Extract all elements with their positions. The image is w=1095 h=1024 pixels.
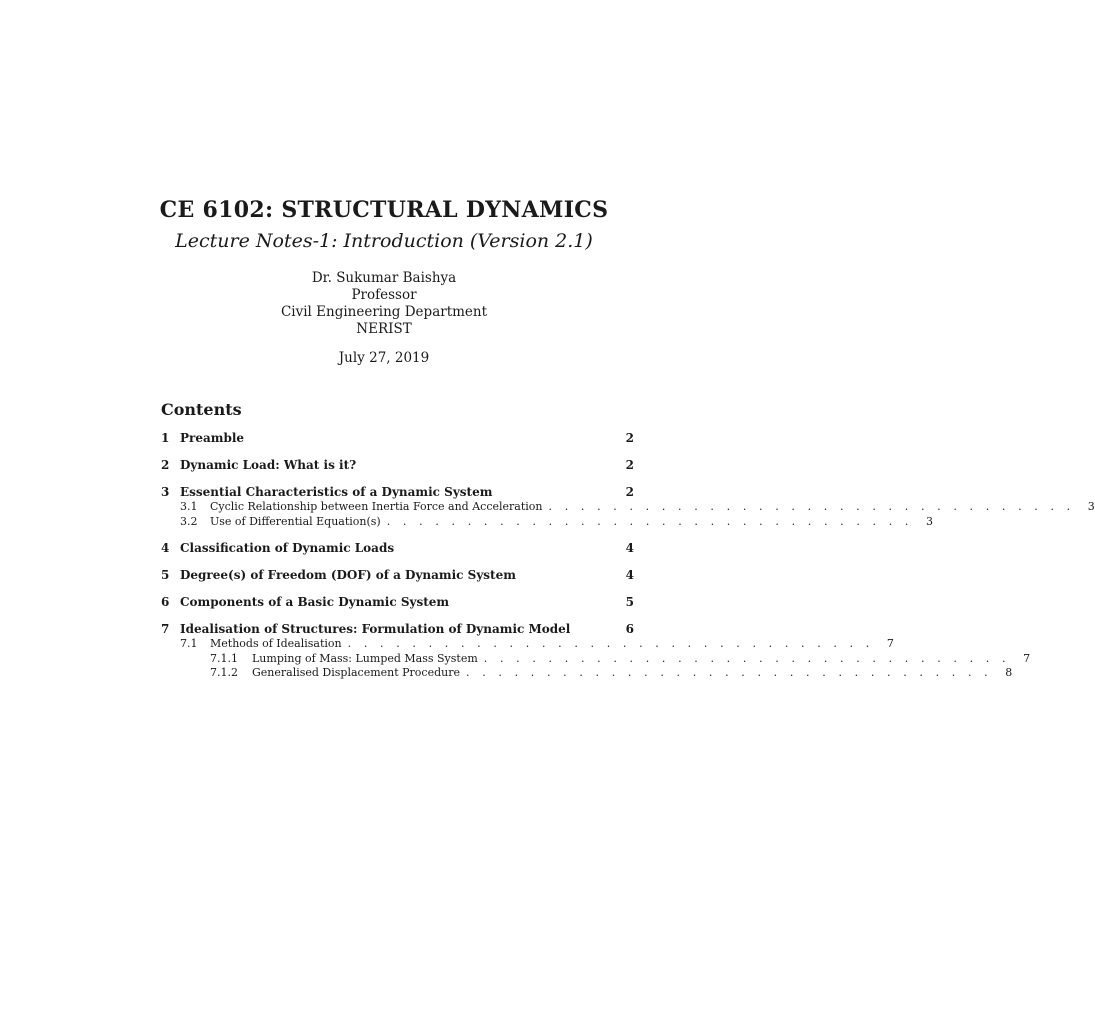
toc-subsection[interactable] <box>161 637 894 652</box>
document-subtitle: Lecture Notes-1: Introduction (Version 2.1) <box>175 230 593 252</box>
toc-section[interactable] <box>161 484 634 500</box>
document-title: CE 6102: STRUCTURAL DYNAMICS <box>159 197 609 223</box>
toc-section-number: 2 <box>161 458 170 472</box>
toc-subsection-title: Methods of Idealisation <box>210 637 342 650</box>
toc-leader-dots: . . . . . . . . . . . . . . . . . . . . . . . . . . . . . . . . . <box>466 666 993 679</box>
toc-leader-dots: . . . . . . . . . . . . . . . . . . . . . . . . . . . . . . . . . <box>483 651 1011 665</box>
toc-subsection-number: 7.1 <box>180 637 198 650</box>
toc-leader-dots: . . . . . . . . . . . . . . . . . . . . . . . . . . . . . . . . . <box>347 637 874 650</box>
toc-section-page: 2 <box>625 458 634 472</box>
toc-subsubsection-title: Generalised Displacement Procedure <box>252 666 460 679</box>
toc-section[interactable] <box>161 430 634 446</box>
toc-section-title: Idealisation of Structures: Formulation of Dynamic Model <box>180 622 571 636</box>
toc-section-page: 5 <box>625 595 634 609</box>
toc-section-title: Degree(s) of Freedom (DOF) of a Dynamic System <box>180 568 516 582</box>
toc-section[interactable] <box>161 540 634 556</box>
contents-heading: Contents <box>161 400 242 419</box>
toc-section-page: 4 <box>625 541 634 555</box>
toc-subsubsection-number: 7.1.2 <box>210 666 238 679</box>
toc-section[interactable] <box>161 457 634 473</box>
toc-section-number: 3 <box>161 485 170 499</box>
toc-section-title: Dynamic Load: What is it? <box>180 458 357 472</box>
toc-subsubsection-number: 7.1.1 <box>210 651 238 665</box>
toc-section[interactable] <box>161 567 634 583</box>
toc-section-number: 7 <box>161 622 170 636</box>
author-name: Dr. Sukumar Baishya <box>311 270 457 286</box>
toc-section-title: Preamble <box>180 431 245 445</box>
author-position: Professor <box>351 287 417 303</box>
toc-subsection[interactable] <box>161 500 1095 515</box>
toc-section-page: 4 <box>625 568 634 582</box>
author-department: Civil Engineering Department <box>280 304 488 320</box>
toc-section-title: Classification of Dynamic Loads <box>180 541 395 555</box>
toc-section-number: 5 <box>161 568 170 582</box>
title-block <box>0 196 768 254</box>
toc-section-page: 2 <box>625 431 634 445</box>
toc-subsection-title: Cyclic Relationship between Inertia Force and Acceleration <box>210 500 543 513</box>
toc-subsubsection-title: Lumping of Mass: Lumped Mass System <box>252 651 478 665</box>
toc-subsection-title: Use of Differential Equation(s) <box>210 514 381 528</box>
toc-section-title: Essential Characteristics of a Dynamic System <box>180 485 493 499</box>
toc-subsection-page: 3 <box>1087 500 1095 513</box>
document-date: July 27, 2019 <box>338 350 430 366</box>
toc-subsubsection[interactable] <box>161 666 1013 681</box>
toc-section-page: 2 <box>625 485 634 499</box>
toc-section-number: 6 <box>161 595 170 609</box>
toc-section-page: 6 <box>625 622 634 636</box>
toc-subsection[interactable] <box>161 514 934 530</box>
toc-subsubsection[interactable] <box>161 651 1031 667</box>
toc-leader-dots: . . . . . . . . . . . . . . . . . . . . . . . . . . . . . . . . . <box>548 500 1075 513</box>
toc-section-title: Components of a Basic Dynamic System <box>180 595 450 609</box>
toc-subsection-number: 3.1 <box>180 500 198 513</box>
toc-section-number: 1 <box>161 431 170 445</box>
toc-section[interactable] <box>161 594 634 610</box>
table-of-contents <box>161 430 1095 681</box>
toc-leader-dots: . . . . . . . . . . . . . . . . . . . . . . . . . . . . . . . . . <box>386 514 914 528</box>
toc-section-number: 4 <box>161 541 170 555</box>
toc-section[interactable] <box>161 621 634 637</box>
toc-subsubsection-page: 8 <box>1005 666 1013 679</box>
toc-subsection-page: 3 <box>926 514 934 528</box>
toc-subsubsection-page: 7 <box>1023 651 1031 665</box>
author-institution: NERIST <box>356 321 412 337</box>
toc-subsection-number: 3.2 <box>180 514 198 528</box>
toc-subsection-page: 7 <box>886 637 894 650</box>
author-block <box>0 270 768 338</box>
